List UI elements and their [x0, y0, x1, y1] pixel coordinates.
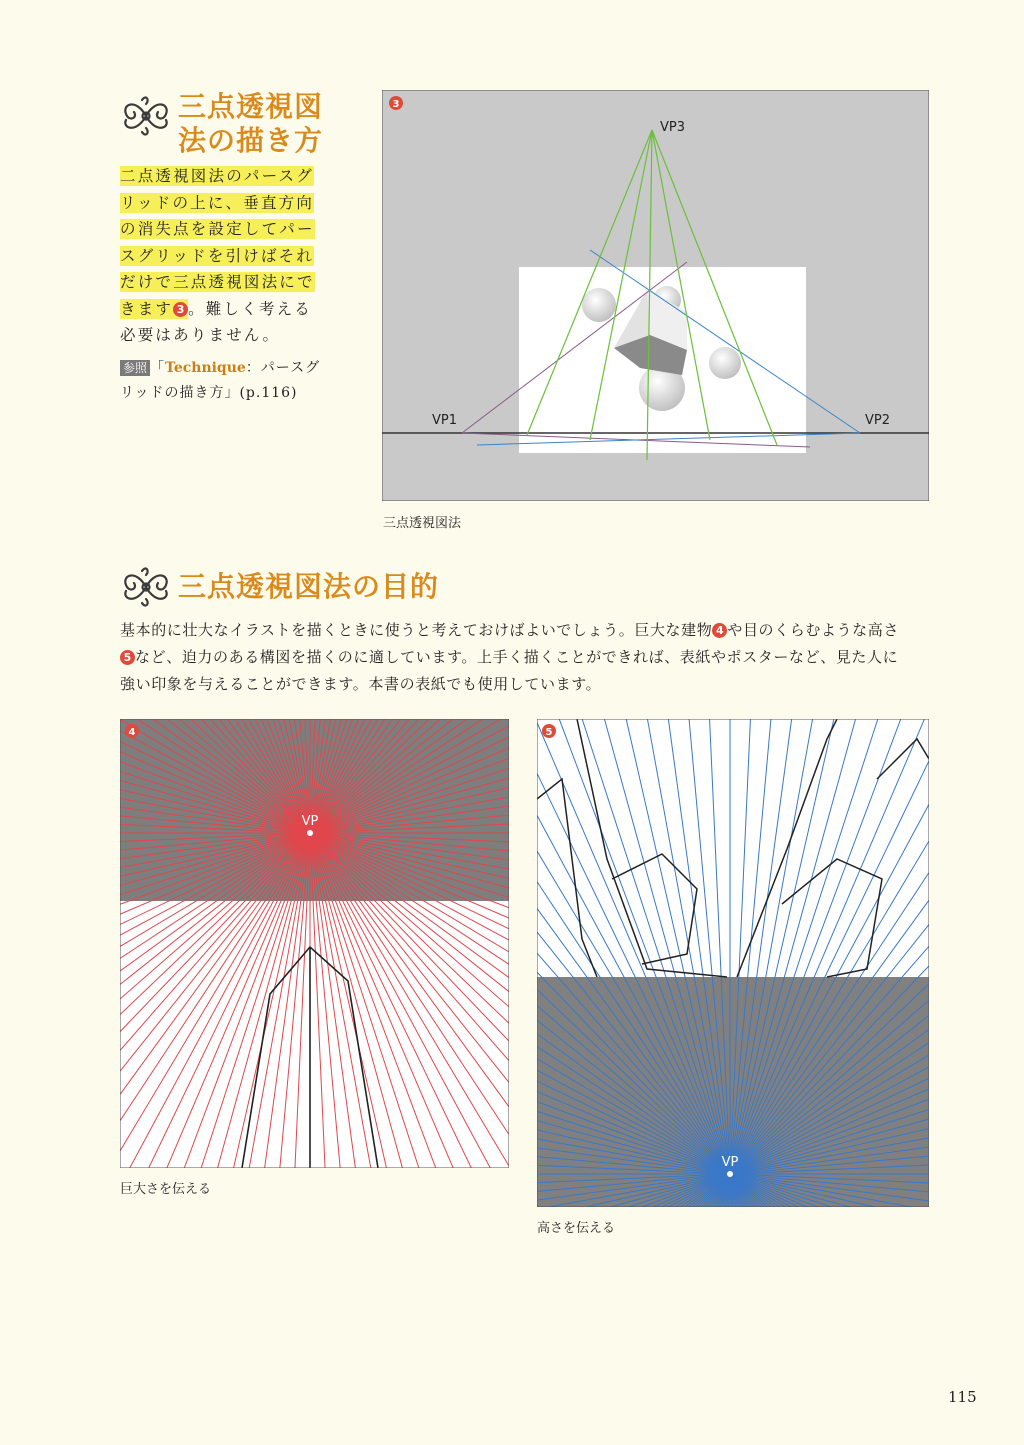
figure-3-caption: 三点透視図法 — [383, 516, 462, 531]
figure-ref-badge: 5 — [120, 650, 135, 665]
figure-ref-badge: 3 — [173, 302, 188, 317]
figure-ref-badge: 4 — [712, 623, 727, 638]
figure-3 — [382, 90, 929, 501]
body-line: など、迫力のある構図を描くのに適しています。上手く描くことができれば、表紙やポスターなど、見た人に — [135, 648, 899, 666]
body-line: 強い印象を与えることができます。本書の表紙でも使用しています。 — [120, 675, 602, 693]
figure-5-vp-label: VP — [721, 1155, 739, 1170]
vp1-label: VP1 — [432, 413, 458, 428]
section1-body — [120, 163, 330, 349]
body-line: 基本的に壮大なイラストを描くときに使うと考えておけばよいでしょう。巨大な建物 — [120, 621, 713, 639]
page-number: 115 — [948, 1388, 977, 1406]
vp2-label: VP2 — [865, 413, 891, 428]
section1-heading-line2: 法の描き方 — [178, 124, 324, 157]
section1-heading — [178, 90, 323, 158]
body-line: だけで三点透視図法にで — [120, 273, 315, 291]
figure-4-vp-label: VP — [301, 814, 319, 829]
figure-5-caption: 高さを伝える — [537, 1221, 616, 1236]
figure-4-badge: 4 — [128, 727, 136, 738]
figure-4-caption: 巨大さを伝える — [120, 1182, 212, 1197]
reference-note — [120, 356, 335, 406]
section2-body — [120, 617, 940, 698]
ornament-icon — [118, 92, 174, 140]
body-line: スグリッドを引けばそれ — [120, 246, 315, 265]
reference-text: ：パースグ — [245, 360, 321, 376]
reference-text-line2: リッドの描き方」(p.116) — [120, 385, 298, 401]
figure-4 — [120, 719, 509, 1168]
reference-tag: 参照 — [120, 360, 150, 376]
body-line: リッドの上に、垂直方向 — [120, 193, 315, 212]
reference-keyword: Technique — [165, 360, 246, 376]
body-line: 必要はありません。 — [120, 326, 281, 344]
vp3-label: VP3 — [660, 120, 686, 135]
figure-3-badge: 3 — [392, 99, 400, 110]
figure-5 — [537, 719, 929, 1207]
body-line: 。難しく考える — [188, 299, 313, 318]
ornament-icon — [118, 563, 174, 611]
figure-5-badge: 5 — [545, 727, 553, 738]
body-line: きます — [120, 299, 174, 318]
section2-heading: 三点透視図法の目的 — [178, 570, 440, 603]
body-line: 二点透視図法のパースグ — [120, 167, 314, 185]
body-line: や目のくらむような高さ — [727, 621, 899, 639]
section1-heading-line1: 三点透視図 — [178, 90, 324, 123]
reference-open: 「 — [150, 360, 166, 376]
body-line: の消失点を設定してパー — [120, 220, 315, 238]
